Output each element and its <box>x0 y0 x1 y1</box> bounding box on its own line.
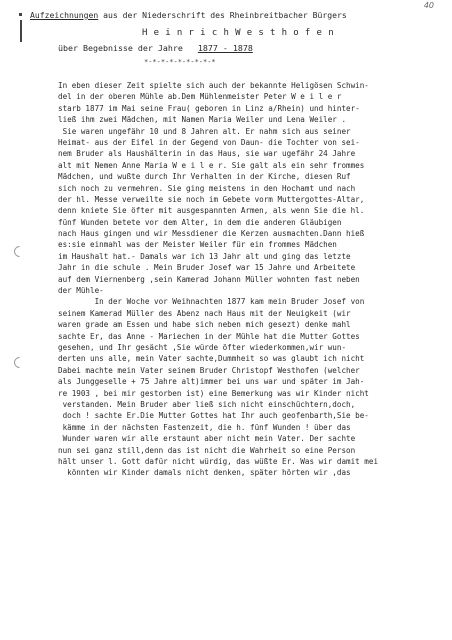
text-line: Jahr in die schule . Mein Bruder Josef war 15 Jahre und Arbeitete <box>58 263 356 273</box>
margin-dot <box>19 13 22 16</box>
text-line: doch ! sachte Er.Die Mutter Gottes hat Ihr auch geofenbarth,Sie be- <box>58 411 369 421</box>
text-line: ließ ihm zwei Mädchen, mit Namen Maria Weiler und Lena Weiler . <box>58 115 347 125</box>
document-header <box>30 9 440 21</box>
text-line: fünf Wunden betete vor dem Alter, in dem die anderen Gläubigen <box>58 217 342 227</box>
text-line: es:sie einmahl was der Meister Weiler für ein frommes Mädchen <box>58 240 337 250</box>
decorative-separator: *-*-*-*-*-*-*-*-* <box>144 58 216 66</box>
document-body <box>58 80 448 479</box>
text-line: denn kniete Sie öfter mit ausgespannten Armen, als wenn Sie die hl. <box>58 206 365 216</box>
text-line: seinem Kamerad Müller des Abenz nach Haus mit der Neuigkeit (wir <box>58 308 351 318</box>
text-line: der hl. Messe verweilte sie noch im Gebete vorm Muttergottes-Altar, <box>58 194 365 204</box>
punch-hole-mark <box>12 244 28 260</box>
text-line: In der Woche vor Weihnachten 1877 kam mein Bruder Josef von <box>58 297 365 307</box>
header-text: aus der Niederschrift des Rheinbreitbacher Bürgers <box>98 10 347 20</box>
margin-mark <box>20 20 22 42</box>
subtitle-prefix: über Begebnisse der Jahre <box>58 43 198 53</box>
text-line: alt mit Nemen Anne Maria W e i l e r. Sie galt als ein sehr frommes <box>58 160 365 170</box>
text-line: sich noch zu vermehren. Sie ging meistens in den Hochamt und nach <box>58 183 356 193</box>
text-line: im Haushalt hat.- Damals war ich 13 Jahr alt und ging das letzte <box>58 251 351 261</box>
punch-hole-mark <box>12 355 28 371</box>
text-line: waren grade am Essen und habe sich neben mich gesezt) denke mahl <box>58 320 351 330</box>
text-line: sachte Er, das Anne - Mariechen in der Mühle hat die Mutter Gottes <box>58 331 360 341</box>
header-underlined-word: Aufzeichnungen <box>30 10 99 20</box>
text-line: nem Bruder als Haushälterin in das Haus, sie war ugefähr 24 Jahre <box>58 149 356 159</box>
text-line: nach Haus gingen und wir Messdiener die Kerzen ausmachten.Dann hieß <box>58 229 365 239</box>
text-line: Dabei machte mein Vater seinem Bruder Christopf Westhofen (welcher <box>58 365 360 375</box>
subtitle-years: 1877 - 1878 <box>197 43 253 53</box>
document-subtitle <box>58 43 253 53</box>
text-line: gesehen, und Ihr gesächt ,Sie würde öfter wiederkommen,wir wun- <box>58 342 347 352</box>
text-line: Sie waren ungefähr 10 und 8 Jahren alt. Er nahm sich aus seiner <box>58 126 351 136</box>
text-line: Heimat- aus der Eifel in der Gegend von Daun- die Tochter von sei- <box>58 137 360 147</box>
page-number-note: 40 <box>423 1 434 10</box>
text-line: hält unser l. Gott dafür nicht würdig, das wüßte Er. Was wir damit mei <box>58 456 379 466</box>
text-line: nun sei ganz still,denn das ist nicht die Wahrheit so eine Person <box>58 445 356 455</box>
text-line: auf dem Viernenberg ,sein Kamerad Johann Müller wohnten fast neben <box>58 274 360 284</box>
document-title: H e i n r i c h W e s t h o f e n <box>142 28 335 38</box>
text-line: der Mühle- <box>58 286 104 296</box>
text-line: kämme in der nächsten Fastenzeit, die h. fünf Wunden ! über das <box>58 422 351 432</box>
text-line: als Junggeselle + 75 Jahre alt)immer bei uns war und später im Jah- <box>58 377 365 387</box>
text-line: re 1903 , bei mir gestorben ist) eine Bemerkung was wir Kinder nicht <box>58 388 369 398</box>
text-line: verstanden. Mein Bruder aber ließ sich nicht einschüchtern,doch, <box>58 399 356 409</box>
text-line: derten uns alle, mein Vater sachte,Dummheit so was glaubt ich nicht <box>58 354 365 364</box>
text-line: del in der oberen Mühle ab.Dem Mühlenmeister Peter W e i l e r <box>58 92 342 102</box>
text-line: Wunder waren wir alle erstaunt aber nicht mein Vater. Der sachte <box>58 434 356 444</box>
text-line: starb 1877 im Mai seine Frau( geboren in Linz a/Rhein) und hinter- <box>58 103 360 113</box>
text-line: könnten wir Kinder damals nicht denken, später hörten wir ,das <box>58 468 351 478</box>
text-line: Mädchen, und wußte durch Ihr Verhalten in der Kirche, diesen Ruf <box>58 172 351 182</box>
text-line: In eben dieser Zeit spielte sich auch der bekannte Heligösen Schwin- <box>58 81 369 90</box>
